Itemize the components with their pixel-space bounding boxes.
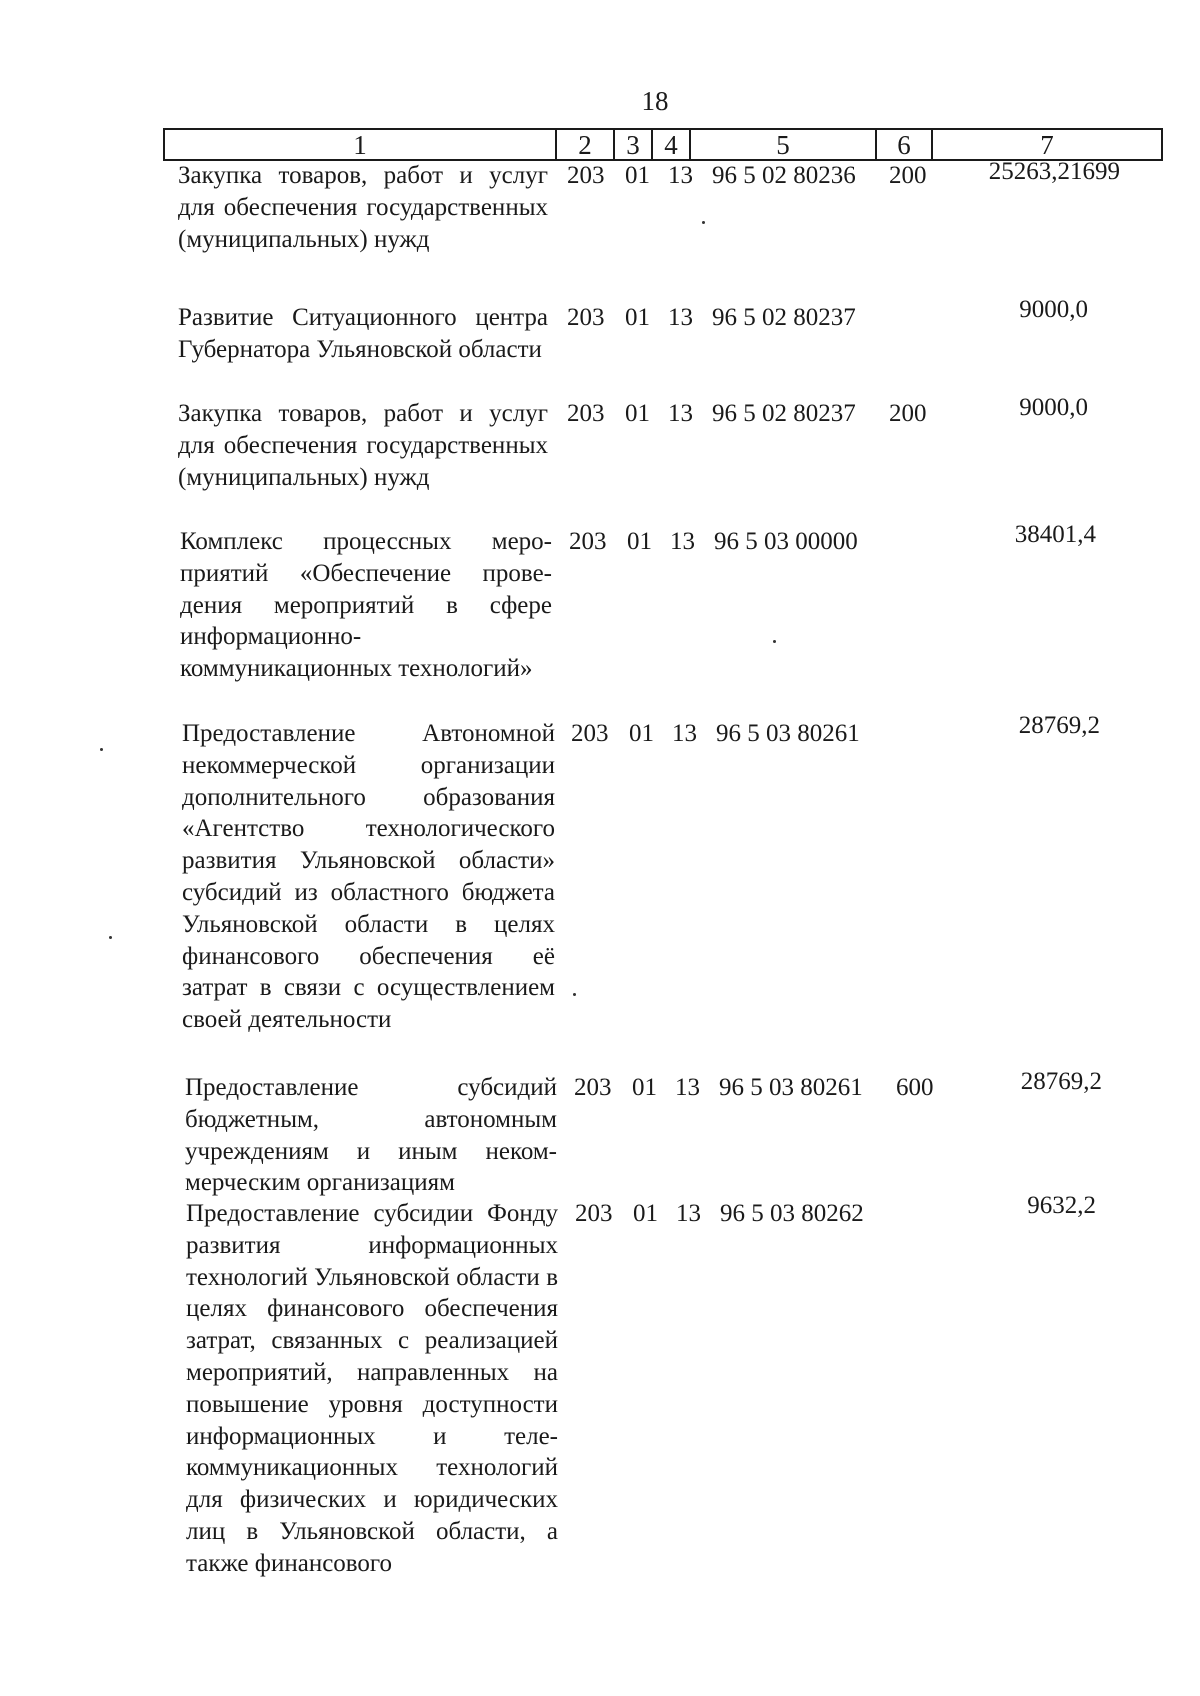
col-3-code: 01 bbox=[625, 400, 650, 427]
row-name: Предоставление субсидии Фонду развития информационных технологий Ульяновской области в целях финансового обеспечения затрат, связанных с реализацией мероприятий, направленных на повышение уровня доступности информационных и телекоммуникационных технологий для физических и юридических лиц в Ульяновской области, а также финансового bbox=[186, 1200, 558, 1577]
col-2-code: 203 bbox=[571, 720, 609, 747]
col-5-code: 96 5 03 80262 bbox=[720, 1200, 864, 1227]
row-name: Закупка товаров, работ и услуг для обеспечения государственных (муниципальных) нужд bbox=[178, 162, 548, 253]
row-name: Предоставление субсидий бюджетным, автономным учреждениям и иным некоммерческим организациям bbox=[185, 1074, 557, 1197]
col-3-code: 01 bbox=[633, 1200, 658, 1227]
amount-value: 38401,4 bbox=[1014, 521, 1096, 548]
scan-speck bbox=[109, 936, 112, 939]
col-4-code: 13 bbox=[668, 400, 693, 427]
header-cell-4: 4 bbox=[653, 130, 691, 159]
amount-value: 9632,2 bbox=[1027, 1192, 1096, 1219]
header-cell-6: 6 bbox=[877, 130, 933, 159]
row-name: Предоставление Автономной некоммерческой организации дополнительного образования «Агентство технологического развития Ульяновской области» субсидий из областного бюджета Ульяновской области в целях финансового обеспечения её затрат в связи с осуществлением своей деятельности bbox=[182, 720, 555, 1034]
header-cell-3: 3 bbox=[615, 130, 653, 159]
amount-value: 9000,0 bbox=[1019, 296, 1088, 323]
col-2-code: 203 bbox=[567, 400, 605, 427]
col-6-code: 600 bbox=[896, 1074, 934, 1101]
header-cell-1: 1 bbox=[165, 130, 557, 159]
col-4-code: 13 bbox=[676, 1200, 701, 1227]
col-4-code: 13 bbox=[675, 1074, 700, 1101]
scan-speck bbox=[573, 993, 576, 996]
col-4-code: 13 bbox=[668, 304, 693, 331]
row-name: Закупка товаров, работ и услуг для обеспечения государственных (муниципальных) нужд bbox=[178, 400, 548, 491]
page-number: 18 bbox=[641, 86, 669, 116]
header-cell-7: 7 bbox=[1040, 130, 1054, 160]
col-4-code: 13 bbox=[668, 162, 693, 189]
col-5-code: 96 5 02 80237 bbox=[712, 304, 856, 331]
col-6-code: 200 bbox=[889, 162, 927, 189]
row-name: Комплекс процессных мероприятий «Обеспечение проведения мероприятий в сфере информационно-коммуникационных технологий» bbox=[180, 528, 552, 683]
col-5-code: 96 5 03 80261 bbox=[716, 720, 860, 747]
col-3-code: 01 bbox=[632, 1074, 657, 1101]
header-cell-2: 2 bbox=[557, 130, 615, 159]
col-6-code: 200 bbox=[889, 400, 927, 427]
scan-speck bbox=[773, 640, 776, 643]
amount-value: 25263,21699 bbox=[988, 158, 1120, 185]
col-2-code: 203 bbox=[569, 528, 607, 555]
scan-speck bbox=[100, 748, 103, 751]
col-2-code: 203 bbox=[575, 1200, 613, 1227]
col-5-code: 96 5 02 80236 bbox=[712, 162, 856, 189]
col-5-code: 96 5 03 80261 bbox=[719, 1074, 863, 1101]
col-4-code: 13 bbox=[672, 720, 697, 747]
col-2-code: 203 bbox=[574, 1074, 612, 1101]
col-5-code: 96 5 03 00000 bbox=[714, 528, 858, 555]
amount-value: 28769,2 bbox=[1018, 712, 1100, 739]
col-5-code: 96 5 02 80237 bbox=[712, 400, 856, 427]
col-3-code: 01 bbox=[625, 304, 650, 331]
amount-value: 28769,2 bbox=[1020, 1068, 1102, 1095]
scan-speck bbox=[702, 221, 705, 224]
col-4-code: 13 bbox=[670, 528, 695, 555]
amount-value: 9000,0 bbox=[1019, 394, 1088, 421]
col-3-code: 01 bbox=[627, 528, 652, 555]
col-2-code: 203 bbox=[567, 162, 605, 189]
header-cell-5: 5 bbox=[691, 130, 877, 159]
col-3-code: 01 bbox=[625, 162, 650, 189]
col-2-code: 203 bbox=[567, 304, 605, 331]
row-name: Развитие Ситуационного центра Губернатора Ульяновской области bbox=[178, 304, 548, 363]
col-3-code: 01 bbox=[629, 720, 654, 747]
